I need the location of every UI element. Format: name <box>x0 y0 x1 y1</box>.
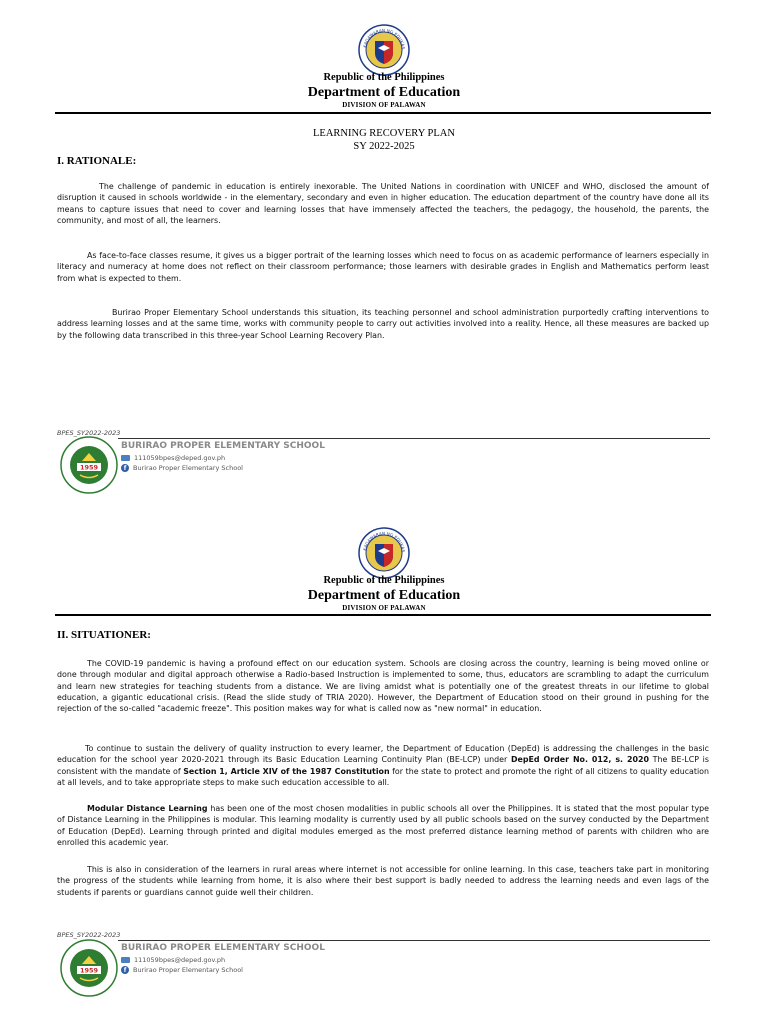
letterhead <box>0 71 768 110</box>
footer-divider <box>118 438 710 439</box>
department-label: Department of Education <box>307 588 461 603</box>
school-logo-icon <box>60 939 118 997</box>
school-email: 111059bpes@deped.gov.ph <box>134 956 226 964</box>
section-heading-rationale: I. RATIONALE: <box>57 155 137 167</box>
svg-text:KAGAWARAN NG EDUKASYON: KAGAWARAN NG EDUKAS <box>362 27 407 50</box>
deped-seal-icon <box>358 24 410 76</box>
rationale-paragraph-1: The challenge of pandemic in education is entirely inexorable. The United Nations in coordination with UNICEF and WHO, disclosed the amount of disruption it caused in schools worldwide - in the elementary, secondary and even in higher education. The education department of the country have done all its means to capture issues that need to cover and learning losses that have immensely affected the teachers, the pedagogy, the household, the parents, the community, and most of all, the learners. <box>57 182 709 225</box>
email-icon <box>121 957 130 963</box>
situationer-paragraph-4: This is also in consideration of the learners in rural areas where internet is not accessible for online learning. In this case, teachers take part in monitoring the progress of the students while learning from home, it is also where their best support is badly needed to address the learning needs and even lags of the students if parents or guardians cannot guide well their children. <box>57 865 709 897</box>
document-code: BPES_SY2022-2023 <box>57 429 121 437</box>
document-code: BPES_SY2022-2023 <box>57 931 121 939</box>
division-label: DIVISION OF PALAWAN <box>342 101 426 109</box>
section-heading-situationer: II. SITUATIONER: <box>57 629 151 641</box>
rationale-paragraph-3: Burirao Proper Elementary School understands this situation, its teaching personnel and school administration purportedly crafting interventions to address learning losses and at the same time, works with community people to carry out activities involved into a reality. Hence, all these measures are backed up by the following data transcribed in this three-year School Learning Recovery Plan. <box>57 308 709 340</box>
school-facebook-row <box>121 464 243 472</box>
school-logo-icon <box>60 436 118 494</box>
deped-order-reference: DepEd Order No. 012, s. 2020 <box>510 755 649 765</box>
school-name: BURIRAO PROPER ELEMENTARY SCHOOL <box>121 943 325 953</box>
school-email-row <box>121 454 225 462</box>
republic-label: Republic of the Philippines <box>323 72 445 83</box>
facebook-icon: f <box>121 966 129 974</box>
header-divider <box>55 112 711 114</box>
header-divider <box>55 614 711 616</box>
footer-divider <box>118 940 710 941</box>
division-label: DIVISION OF PALAWAN <box>342 604 426 612</box>
department-label: Department of Education <box>307 85 461 100</box>
email-icon <box>121 455 130 461</box>
page-2 <box>0 500 768 1024</box>
situationer-paragraph-2: To continue to sustain the delivery of quality instruction to every learner, the Department of Education (DepEd) is addressing the challenges in the basic education for the school year 2020-2021 through its Basic Education Learning Continuity Plan (BE-LCP) under DepEd Order No. 012, s. 2020 The BE-LCP is consistent with the mandate of Section 1, Article XIV of the 1987 Constitution for the state to protect and promote the right of all citizens to quality education at all levels, and to take appropriate steps to make such education accessible to all. <box>57 744 709 787</box>
republic-label: Republic of the Philippines <box>323 575 445 586</box>
letterhead <box>0 574 768 613</box>
document-title <box>0 127 768 153</box>
school-email-row <box>121 956 225 964</box>
logo-year: 1959 <box>79 463 99 472</box>
modular-distance-learning-term: Modular Distance Learning <box>87 804 208 813</box>
situationer-paragraph-1: The COVID-19 pandemic is having a profound effect on our education system. Schools are closing across the country, learning is being moved online or done through modular and digital approach otherwise a Radio-based Instruction is implemented to some, thus, educators are scrambling to adapt the curriculum and learn new strategies for teaching students from a distance. We are living amidst what is potentially one of the greatest threats in our lifetime to global education, a gigantic educational crisis. (Read the slide study of TRIA 2020). However, the Department of Education stood on their ground in pushing for the rejection of the so-called "academic freeze". This position makes way for what is called now as "new normal" in education. <box>57 659 709 714</box>
situationer-paragraph-3: Modular Distance Learning has been one of the most chosen modalities in public schools all over the Philippines. It is stated that the most popular type of Distance Learning in the Philippines is modular. This learning modality is currently used by all public schools based on the survey conducted by the Department of Education (DepEd). Learning through printed and digital modules emerged as the most preferred distance learning method of parents with children who are enrolled this academic year. <box>57 804 709 847</box>
school-email: 111059bpes@deped.gov.ph <box>134 454 226 462</box>
rationale-paragraph-2: As face-to-face classes resume, it gives us a bigger portrait of the learning losses which need to focus on as academic performance of learners especially in literacy and numeracy at home does not reflect on their classroom performance; those learners with desirable grades in English and Mathematics perform least from what is expected to them. <box>57 251 709 283</box>
constitution-reference: Section 1, Article XIV of the 1987 Constitution <box>183 766 390 776</box>
school-name: BURIRAO PROPER ELEMENTARY SCHOOL <box>121 441 325 451</box>
school-facebook: Burirao Proper Elementary School <box>133 966 243 974</box>
facebook-icon: f <box>121 464 129 472</box>
logo-year: 1959 <box>79 966 99 975</box>
school-facebook-row <box>121 966 243 974</box>
plan-school-year: SY 2022-2025 <box>353 141 415 152</box>
deped-seal-icon <box>358 527 410 579</box>
school-facebook: Burirao Proper Elementary School <box>133 464 243 472</box>
plan-title: LEARNING RECOVERY PLAN <box>313 128 455 139</box>
svg-text:KAGAWARAN NG EDUKASYON: KAGAWARAN NG EDUKAS <box>362 530 407 553</box>
page-1 <box>0 0 768 500</box>
